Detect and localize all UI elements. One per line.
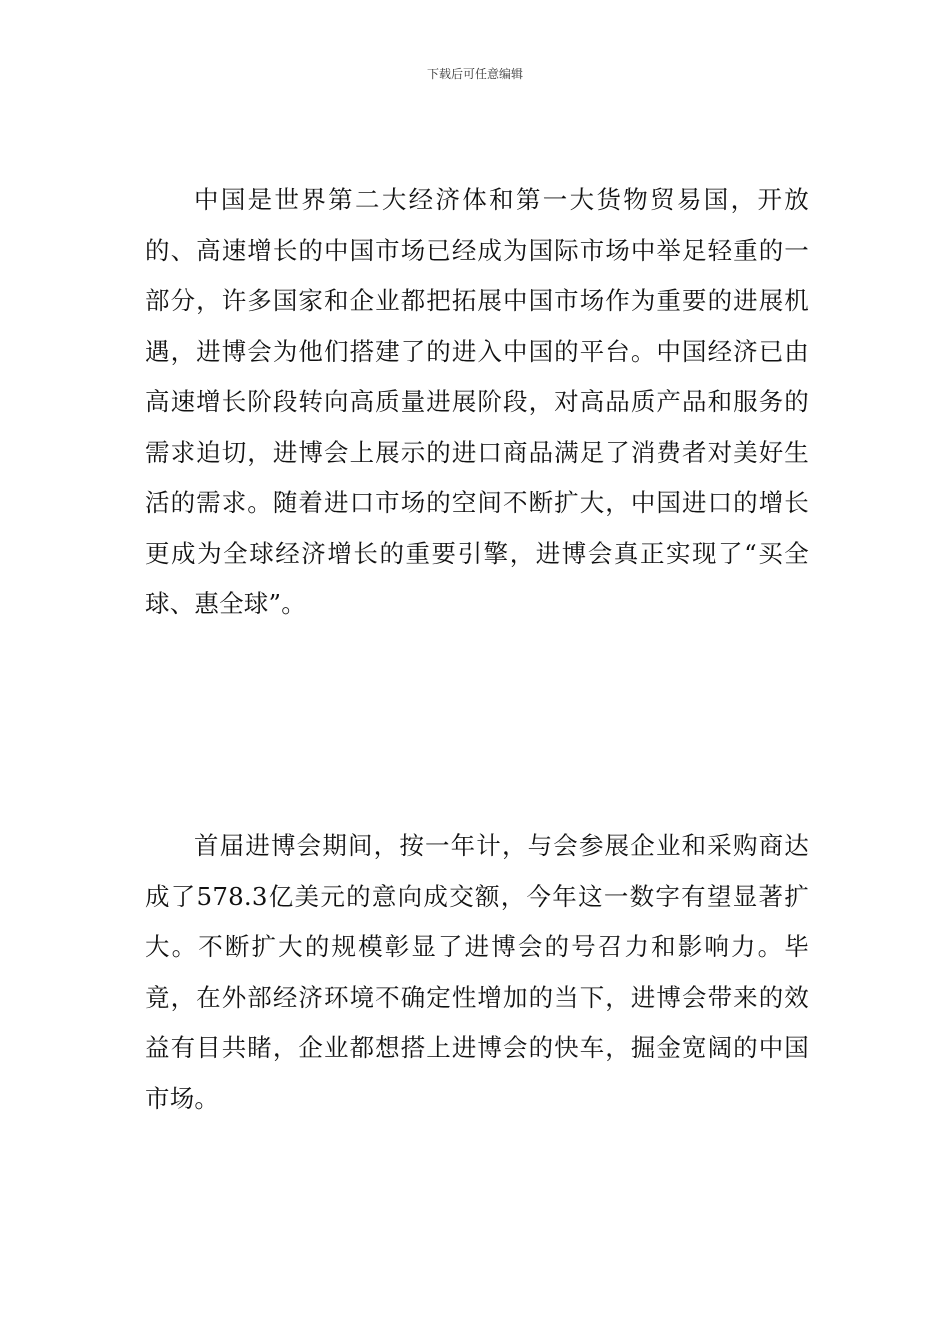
body-paragraph-2: 首届进博会期间，按一年计，与会参展企业和采购商达成了578.3亿美元的意向成交额，今年这一数字有望显著扩大。不断扩大的规模彰显了进博会的号召力和影响力。毕竟，在外部经济环境不确定性增加的当下，进博会带来的效益有目共睹，企业都想搭上进博会的快车，掘金宽阔的中国市场。 [145, 831, 809, 1113]
body-paragraph-1: 中国是世界第二大经济体和第一大货物贸易国，开放的、高速增长的中国市场已经成为国际市场中举足轻重的一部分，许多国家和企业都把拓展中国市场作为重要的进展机遇，进博会为他们搭建了的进入中国的平台。中国经济已由高速增长阶段转向高质量进展阶段，对高品质产品和服务的需求迫切，进博会上展示的进口商品满足了消费者对美好生活的需求。随着进口市场的空间不断扩大，中国进口的增长更成为全球经济增长的重要引擎，进博会真正实现了“买全球、惠全球”。 [145, 185, 809, 618]
page-header: 下载后可任意编辑 [426, 67, 523, 81]
